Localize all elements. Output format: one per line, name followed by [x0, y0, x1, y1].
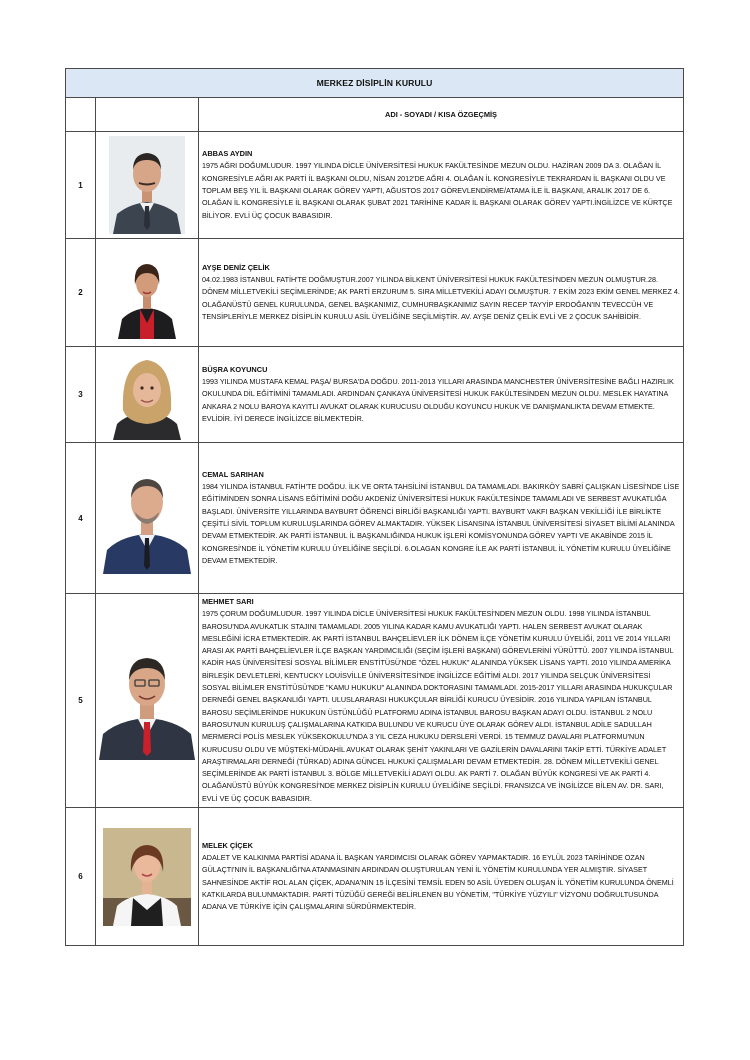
row-number: 3 — [66, 347, 96, 443]
bio-cell — [199, 808, 684, 946]
member-bio: 1993 YILINDA MUSTAFA KEMAL PAŞA/ BURSA'DA DOĞDU. 2011-2013 YILLARI ARASINDA MANCHESTER ÜNİVERSİTESİNE BAĞLI HAZIRLIK OKULUNDA DİL EĞİTİMİNİ TAMAMLADI. ARDINDAN ÇANKAYA ÜNİVERSİTESİ HUKUK FAKÜLTESİNDEN MEZUN OLDU. MESLEK HAYATINA ANKARA 2 NOLU BAROYA KAYITLI AVUKAT OLARAK KURUCUSU OLDUĞU KOYUNCU HUKUK VE DANIŞMANLIKTA DEVAM ETMEKTE. EVLİDİR. İYİ DERECE İNGİLİZCE BİLMEKTEDİR. — [202, 377, 674, 423]
table-row — [66, 239, 684, 347]
table-row — [66, 808, 684, 946]
member-name: AYŞE DENİZ ÇELİK — [202, 262, 270, 272]
page-title: MERKEZ DİSİPLİN KURULU — [66, 69, 684, 98]
member-name: CEMAL SARIHAN — [202, 469, 264, 479]
member-photo-melek-cicek — [103, 828, 191, 926]
table-row — [66, 132, 684, 239]
member-bio: 04.02.1983 İSTANBUL FATİH'TE DOĞMUŞTUR.2007 YILINDA BİLKENT ÜNİVERSİTESİ HUKUK FAKÜLTESİ'NDEN MEZUN OLMUŞTUR.28. DÖNEM MİLLETVEKİLİ SEÇİMLERİNDE; AK PARTİ ERZURUM 5. SIRA MİLLETVEKİLİ ADAYI OLMUŞTUR. 7 EKİM 2023 EKİM GENEL MERKEZ 4. OLAĞANÜSTÜ GENEL KURULUNDA, GENEL BAŞKANIMIZ, CUMHURBAŞKANIMIZ SAYIN RECEP TAYYİP ERDOĞAN'IN TEVECCÜH VE TENSİPLERİYLE MERKEZ DİSİPLİN KURULU ASİL ÜYELİĞİNE SEÇİLMİŞTİR. AV. AYŞE DENİZ ÇELİK EVLİ VE 2 ÇOCUK SAHİBİDİR. — [202, 275, 680, 321]
photo-cell — [96, 347, 199, 443]
member-photo-ayse-deniz-celik — [116, 247, 178, 339]
photo-cell — [96, 594, 199, 808]
member-bio: 1975 AĞRI DOĞUMLUDUR. 1997 YILINDA DİCLE ÜNİVERSİTESİ HUKUK FAKÜLTESİNDE MEZUN OLDU. HAZİRAN 2009 DA 3. OLAĞAN İL KONGRESİYLE AĞRI AK PARTİ İL BAŞKANI OLDU, NİSAN 2012'DE AĞRI 4. OLAĞAN İL KONGRESİYLE TEKRARDAN İL BAŞKANI OLDU VE TOPLAM BEŞ YIL İL BAŞKANI OLARAK GÖREV YAPTI, AĞUSTOS 2017 GÖREVLENDİRME/ATAMA İLE İL BAŞKANI, ARALIK 2017 DE 6. OLAĞAN İL KONGRESİYLE İL BAŞKANI OLARAK ŞUBAT 2021 TARİHİNE KADAR İL BAŞKANI OLARAK GÖREV YAPTI.İNGİLİZCE VE KÜRTÇE BİLİYOR. EVLİ ÜÇ ÇOCUK BABASIDIR. — [202, 161, 673, 220]
column-header: ADI - SOYADI / KISA ÖZGEÇMİŞ — [199, 98, 684, 132]
member-bio: 1975 ÇORUM DOĞUMLUDUR. 1997 YILINDA DİCLE ÜNİVERSİTESİ HUKUK FAKÜLTESİ'NDEN MEZUN OLDU. 1998 YILINDA İSTANBUL BAROSU'NDA AVUKATLIK STAJINI TAMAMLADI. 2005 YILINA KADAR KAMU AVUKATLIĞI YAPTI. HALEN SERBEST AVUKAT OLARAK MESLEĞİNİ İCRA ETMEKTEDİR. AK PARTİ İSTANBUL BAHÇELİEVLER İLK DÖNEM İLÇE YÖNETİM KURULU ÜYELİĞİ, 2011 VE 2014 YILLARI ARASI AK PARTİ BAHÇELİEVLER İLÇE BAŞKAN YARDIMCILIĞI (SEÇİM İŞLERİ BAŞKANI) GÖREVLERİNİ YÜRÜTTÜ. 2007 YILINDA İSTANBUL KADİR HAS ÜNİVERSİTESİ SOSYAL BİLİMLER ENSTİTÜSÜ'NDE "ÖZEL HUKUK" ALANINDA YÜKSEK LİSANS YAPTI. 2010 YILINDA AMERİKA BİRLEŞİK DEVLETLERİ, KENTUCKY LOUİSVİLLE ÜNİVERSİTESİ'NDE İNGİLİZCE EĞİTİMİ ALDI. 2017 YILINDA SELÇUK ÜNİVERSİTESİ SOSYAL BİLİMLER ENSTİTÜSÜ'NDE "KAMU HUKUKU" ALANINDA DOKTORASINI TAMAMLADI. 2015-2017 YILLARI ARASINDA HUKUKÇULAR DERNEĞİ GENEL BAŞKANLIĞI YAPTI. ULUSLARARASI HUKUKÇULAR BİRLİĞİ KURUCU ÜYESİDİR. 2016 YILINDA YAPILAN İSTANBUL BAROSU SEÇİMLERİNDE HUKUKUN ÜSTÜNLÜĞÜ PLATFORMU ADINA İSTANBUL BAROSU BAŞKAN ADAYI OLDU. İSTANBUL 2 NOLU BAROSU'NUN KURULUŞ ÇALIŞMALARINA KATKIDA BULUNDU VE KURUCU ÜYE OLARAK GÖREV ALDI. İSTANBUL ADİLE SADULLAH MERMERCİ POLİS MESLEK YÜKSEKOKULU'NDA 3 YIL CEZA HUKUKU DERSLERİ VERDİ. 15 TEMMUZ DAVALARI PLATFORMU'NUN KURUCUSU OLDU VE MÜŞTEKİ-MÜDAHİL AVUKAT OLARAK ŞEHİT YAKINLARI VE GAZİLERİN DAVALARINI TAKİP ETTİ. TÜRKİYE ADALET ARAŞTIRMALARI DERNEĞİ (TÜRKAD) ADINA GÜNCEL HUKUKİ ÇALIŞMALARI DEVAM ETMEKTEDİR. 28. DÖNEM MİLLETVEKİLİ GENEL SEÇİMLERİNDE AK PARTİ İSTANBUL 3. BÖLGE MİLLETVEKİLİ ADAYI OLDU. AK PARTİ 7. OLAĞAN BÜYÜK KONGRESİ VE AK PARTİ 4. OLAĞANÜSTÜ BÜYÜK KONGRESİ'NDE MERKEZ DİSİPLİN KURULU ÜYELİĞİNE SEÇİLDİ. FRANSIZCA VE İNGİLİZCE BİLEN AV. DR. SARI, EVLİ VE ÜÇ ÇOCUK BABASIDIR. — [202, 609, 674, 803]
member-name: BÜŞRA KOYUNCU — [202, 364, 268, 374]
bio-cell — [199, 347, 684, 443]
board-table — [65, 68, 684, 946]
member-photo-mehmet-sari — [97, 642, 197, 760]
table-row — [66, 594, 684, 808]
bio-cell — [199, 594, 684, 808]
bio-cell — [199, 132, 684, 239]
bio-cell — [199, 239, 684, 347]
row-number: 2 — [66, 239, 96, 347]
bio-cell — [199, 443, 684, 594]
row-number: 1 — [66, 132, 96, 239]
member-photo-abbas-aydin — [109, 136, 185, 234]
member-photo-busra-koyuncu — [111, 350, 183, 440]
member-bio: 1984 YILINDA İSTANBUL FATİH'TE DOĞDU. İLK VE ORTA TAHSİLİNİ İSTANBUL DA TAMAMLADI. BAKIRKÖY SABRİ ÇALIŞKAN LİSESİ'NDE LİSE EĞİTİMİNDEN SONRA LİSANS EĞİTİMİNİ DOĞU AKDENİZ ÜNİVERSİTESİ HUKUK FAKÜLTESİNDE TAMAMLADI VE SERBEST AVUKATLIĞA BAŞLADI. ÜNİVERSİTE YILLARINDA BAYBURT ÖĞRENCİ BİRLİĞİ BAŞKANLIĞI YAPTI. BAYBURT VAKFI BAŞKAN VEKİLLİĞİ İLE BİRLİKTE ÇEŞİTLİ SİVİL TOPLUM KURULUŞLARINDA GÖREV ALMAKTADIR. YÜKSEK LİSANSINA İSTANBUL ÜNİVERSİTESİ SİYASET BİLİMİ ALANINDA DEVAM ETMEKTEDİR. AK PARTİ İSTANBUL İL BAŞKANLIĞINDA HUKUK İŞLERİ KOMİSYONUNDA GÖREV YAPTI VE AKABİNDE 2015 İL KONGRESİ'NDE İL YÖNETİM KURULU ÜYELİĞİNE SEÇİLDİ. 6.OLAGAN KONGRE İLE AK PARTİ İSTANBUL İL YÖNETİM KURULU ÜYELİĞİNE DEVAM ETMEKTEDİR. — [202, 482, 680, 565]
table-row — [66, 347, 684, 443]
photo-cell — [96, 132, 199, 239]
table-row — [66, 443, 684, 594]
photo-cell — [96, 808, 199, 946]
member-name: MELEK ÇİÇEK — [202, 840, 253, 850]
photo-cell — [96, 239, 199, 347]
header-empty-photo — [96, 98, 199, 132]
member-name: ABBAS AYDIN — [202, 149, 253, 159]
header-empty-no — [66, 98, 96, 132]
member-photo-cemal-sarihan — [101, 462, 193, 574]
member-name: MEHMET SARI — [202, 597, 254, 606]
photo-cell — [96, 443, 199, 594]
row-number: 4 — [66, 443, 96, 594]
member-bio: ADALET VE KALKINMA PARTİSİ ADANA İL BAŞKAN YARDIMCISI OLARAK GÖREV YAPMAKTADIR. 16 EYLÜL 2023 TARİHİNDE OZAN GÜLAÇTI'NIN İL BAŞKANLIĞI'NA ATANMASININ ARDINDAN OLUŞTURULAN YENİ İL YÖNETİM KURULUNDA YER ALMIŞTIR. SİYASET SAHNESİNDE AKTİF ROL ALAN ÇİÇEK, ADANA'NIN 15 İLÇESİNİ TEMSİL EDEN 50 ASİL ÜYEDEN OLUŞAN İL YÖNETİM KURULUNDA ÖNEMLİ KATKILARDA BULUNMAKTADIR. PARTİ TÜZÜĞÜ GEREĞİ BELİRLENEN BU YÖNETİM, "TÜRKİYE YÜZYILI" VİZYONU DOĞRULTUSUNDA ADANA VE TÜRKİYE İÇİN ÇALIŞMALARINI SÜRDÜRMEKTEDİR. — [202, 852, 674, 912]
row-number: 6 — [66, 808, 96, 946]
row-number: 5 — [66, 594, 96, 808]
